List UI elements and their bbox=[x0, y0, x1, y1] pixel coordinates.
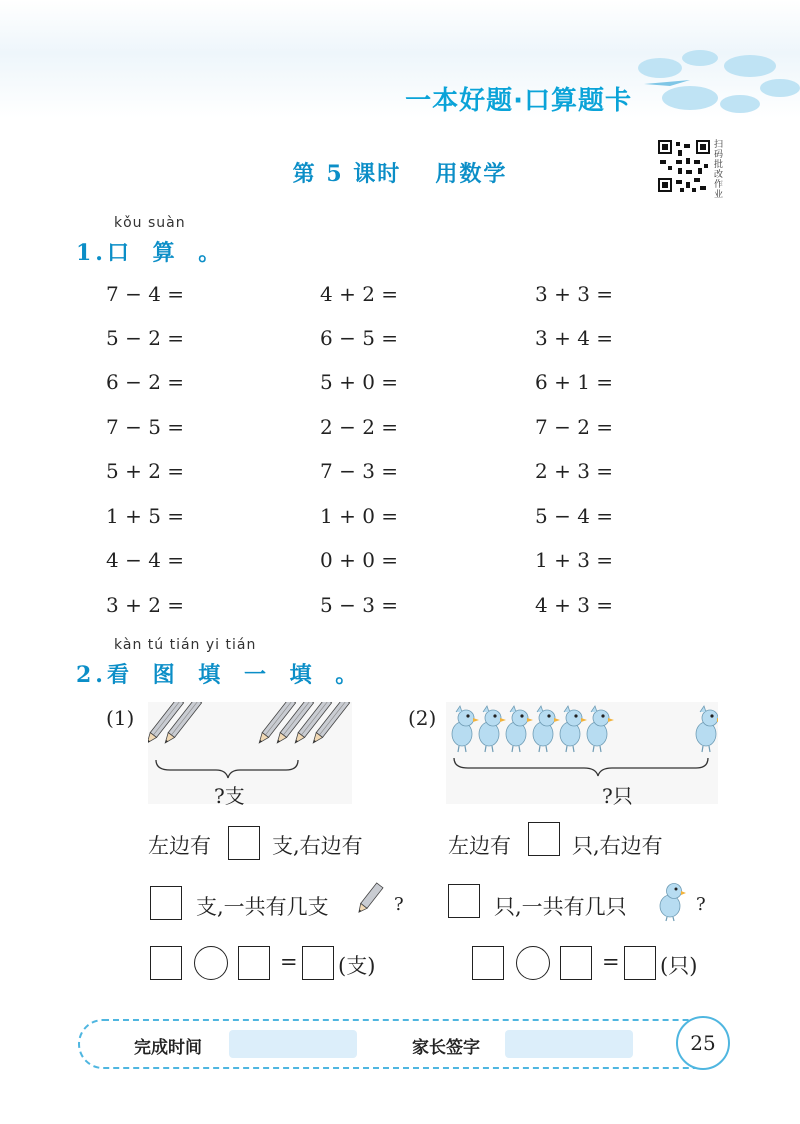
bird-icon bbox=[656, 878, 688, 922]
equation: 5 − 2 = bbox=[106, 326, 185, 350]
equation: 5 + 0 = bbox=[320, 370, 399, 394]
bird-icon bbox=[533, 706, 560, 752]
part1-unit: (支) bbox=[338, 954, 376, 978]
bird-icon bbox=[587, 706, 614, 752]
pencil-icon bbox=[310, 702, 350, 745]
operator-circle[interactable] bbox=[194, 946, 228, 980]
lesson-title bbox=[0, 157, 800, 188]
lesson-number: 第 5 课时 bbox=[292, 161, 402, 187]
answer-box-right-birds[interactable] bbox=[448, 884, 480, 918]
part2-line1-a: 左边有 bbox=[448, 834, 511, 858]
equation: 7 − 3 = bbox=[320, 459, 399, 483]
qr-code-label: 扫码批改作业 bbox=[714, 140, 724, 200]
equation: 1 + 5 = bbox=[106, 504, 185, 528]
part1-line2: 支,一共有几支 bbox=[196, 895, 329, 919]
equation: 5 − 4 = bbox=[535, 504, 614, 528]
equation: 3 + 2 = bbox=[106, 593, 185, 617]
part2-line2: 只,一共有几只 bbox=[494, 895, 627, 919]
part2-unit: (只) bbox=[660, 954, 698, 978]
brace-icon bbox=[156, 760, 298, 778]
equation: 4 − 4 = bbox=[106, 548, 185, 572]
equation-box-2[interactable] bbox=[238, 946, 270, 980]
equation-box-1[interactable] bbox=[472, 946, 504, 980]
brace-icon bbox=[454, 758, 708, 776]
part1-line1-b: 支,右边有 bbox=[272, 834, 363, 858]
brand-title: 一本好题·口算题卡 bbox=[405, 86, 632, 116]
section1-heading bbox=[76, 236, 228, 267]
answer-box-right-pencils[interactable] bbox=[150, 886, 182, 920]
part1-label: (1) bbox=[106, 706, 135, 730]
equation-box-2[interactable] bbox=[560, 946, 592, 980]
bird-icon bbox=[696, 706, 718, 752]
equation-result-box[interactable] bbox=[302, 946, 334, 980]
parent-signature-label: 家长签字 bbox=[412, 1038, 480, 1058]
completion-time-label: 完成时间 bbox=[134, 1038, 202, 1058]
part2-question-mark: ? bbox=[696, 894, 706, 915]
equation: 5 − 3 = bbox=[320, 593, 399, 617]
section2-pinyin: kàn tú tián yi tián bbox=[114, 637, 257, 653]
parent-signature-field[interactable] bbox=[505, 1030, 633, 1058]
section1-pinyin: kǒu suàn bbox=[114, 215, 186, 231]
equation: 4 + 2 = bbox=[320, 282, 399, 306]
part2-brace-caption: ?只 bbox=[602, 784, 633, 808]
equation: 3 + 3 = bbox=[535, 282, 614, 306]
equation: 1 + 3 = bbox=[535, 548, 614, 572]
equation-result-box[interactable] bbox=[624, 946, 656, 980]
equation: 3 + 4 = bbox=[535, 326, 614, 350]
section2-number: 2. bbox=[76, 662, 107, 688]
bird-icon bbox=[479, 706, 506, 752]
completion-time-field[interactable] bbox=[229, 1030, 357, 1058]
equation-box-1[interactable] bbox=[150, 946, 182, 980]
answer-box-left-pencils[interactable] bbox=[228, 826, 260, 860]
equation: 2 − 2 = bbox=[320, 415, 399, 439]
part2-label: (2) bbox=[408, 706, 437, 730]
bird-icon bbox=[452, 706, 479, 752]
pencil-icon bbox=[354, 880, 386, 920]
equation: 7 − 2 = bbox=[535, 415, 614, 439]
operator-circle[interactable] bbox=[516, 946, 550, 980]
section2-heading bbox=[76, 658, 365, 689]
equals-sign: = bbox=[602, 950, 620, 974]
equation: 5 + 2 = bbox=[106, 459, 185, 483]
answer-box-left-birds[interactable] bbox=[528, 822, 560, 856]
bird-icon bbox=[560, 706, 587, 752]
pencil-group-picture bbox=[148, 702, 352, 804]
equation: 6 − 2 = bbox=[106, 370, 185, 394]
equation: 0 + 0 = bbox=[320, 548, 399, 572]
pencil-icon bbox=[162, 702, 202, 745]
part1-line1-a: 左边有 bbox=[148, 834, 211, 858]
part1-brace-caption: ?支 bbox=[214, 784, 245, 808]
equation: 6 − 5 = bbox=[320, 326, 399, 350]
equation: 4 + 3 = bbox=[535, 593, 614, 617]
equation: 7 − 4 = bbox=[106, 282, 185, 306]
cloud-decoration-icon bbox=[630, 40, 800, 120]
part1-question-mark: ? bbox=[394, 894, 404, 915]
lesson-name: 用数学 bbox=[435, 161, 508, 187]
section1-number: 1. bbox=[76, 240, 107, 266]
equation: 7 − 5 = bbox=[106, 415, 185, 439]
equation: 2 + 3 = bbox=[535, 459, 614, 483]
equals-sign: = bbox=[280, 950, 298, 974]
part2-line1-b: 只,右边有 bbox=[572, 834, 663, 858]
equation: 6 + 1 = bbox=[535, 370, 614, 394]
bird-group-picture bbox=[446, 702, 718, 804]
page-number: 25 bbox=[676, 1016, 730, 1070]
section2-title: 看 图 填 一 填 。 bbox=[106, 662, 366, 688]
bird-icon bbox=[506, 706, 533, 752]
equation: 1 + 0 = bbox=[320, 504, 399, 528]
section1-title: 口 算 。 bbox=[106, 240, 229, 266]
